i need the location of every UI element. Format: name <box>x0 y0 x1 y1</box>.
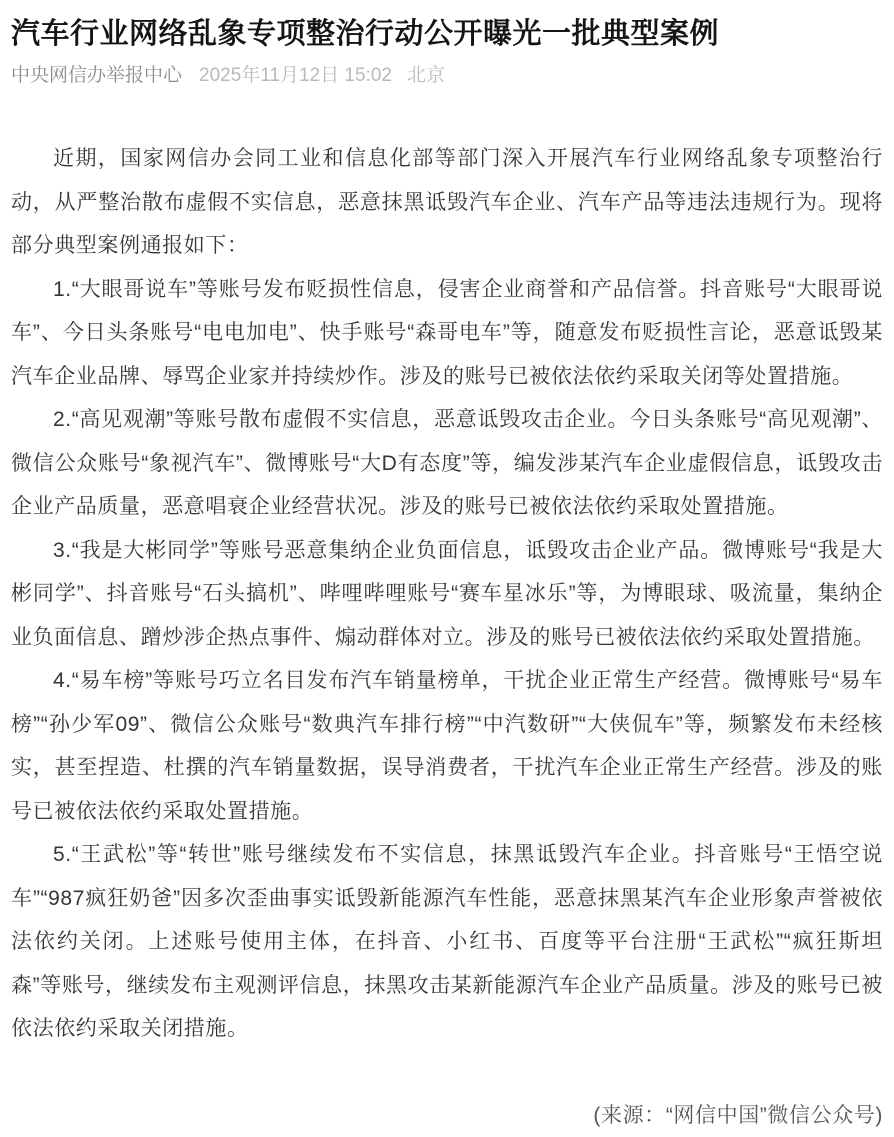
publisher-name[interactable]: 中央网信办举报中心 <box>11 65 183 86</box>
paragraph-case-3: 3.“我是大彬同学”等账号恶意集纳企业负面信息，诋毁攻击企业产品。微博账号“我是大彬同学”、抖音账号“石头搞机”、哔哩哔哩账号“赛车星冰乐”等，为博眼球、吸流量，集纳企业负面信息、蹭炒涉企热点事件、煽动群体对立。涉及的账号已被依法依约采取处置措施。 <box>11 538 883 649</box>
paragraph-case-2: 2.“高见观潮”等账号散布虚假不实信息，恶意诋毁攻击企业。今日头条账号“高见观潮”、微信公众账号“象视汽车”、微博账号“大D有态度”等，编发涉某汽车企业虚假信息，诋毁攻击企业产品质量，恶意唱衰企业经营状况。涉及的账号已被依法依约采取处置措施。 <box>11 408 883 518</box>
paragraph-case-1: 1.“大眼哥说车”等账号发布贬损性信息，侵害企业商誉和产品信誉。抖音账号“大眼哥说车”、今日头条账号“电电加电”、快手账号“森哥电车”等，随意发布贬损性言论，恶意诋毁某汽车企业品牌、辱骂企业家并持续炒作。涉及的账号已被依法依约采取关闭等处置措施。 <box>11 277 883 388</box>
page-title: 汽车行业网络乱象专项整治行动公开曝光一批典型案例 <box>11 18 720 50</box>
source-note: (来源：“网信中国”微信公众号) <box>593 1103 883 1127</box>
paragraph-case-4: 4.“易车榜”等账号巧立名目发布汽车销量榜单，干扰企业正常生产经营。微博账号“易车榜”“孙少军09”、微信公众账号“数典汽车排行榜”“中汽数研”“大侠侃车”等，频繁发布未经核实，甚至捏造、杜撰的汽车销量数据，误导消费者，干扰汽车企业正常生产经营。涉及的账号已被依法依约采取处置措施。 <box>11 669 883 823</box>
byline <box>11 63 883 89</box>
paragraph-case-5: 5.“王武松”等“转世”账号继续发布不实信息，抹黑诋毁汽车企业。抖音账号“王悟空说车”“987疯狂奶爸”因多次歪曲事实诋毁新能源汽车性能，恶意抹黑某汽车企业形象声誉被依法依约关闭。上述账号使用主体，在抖音、小红书、百度等平台注册“王武松”“疯狂斯坦森”等账号，继续发布主观测评信息，抹黑攻击某新能源汽车企业产品质量。涉及的账号已被依法依约采取关闭措施。 <box>11 843 883 1040</box>
publish-location: 北京 <box>406 65 445 86</box>
paragraph-intro: 近期，国家网信办会同工业和信息化部等部门深入开展汽车行业网络乱象专项整治行动，从严整治散布虚假不实信息，恶意抹黑诋毁汽车企业、汽车产品等违法违规行为。现将部分典型案例通报如下： <box>11 147 883 257</box>
publish-date: 2025年11月12日 15:02 <box>199 65 392 86</box>
article-body <box>11 137 883 1137</box>
